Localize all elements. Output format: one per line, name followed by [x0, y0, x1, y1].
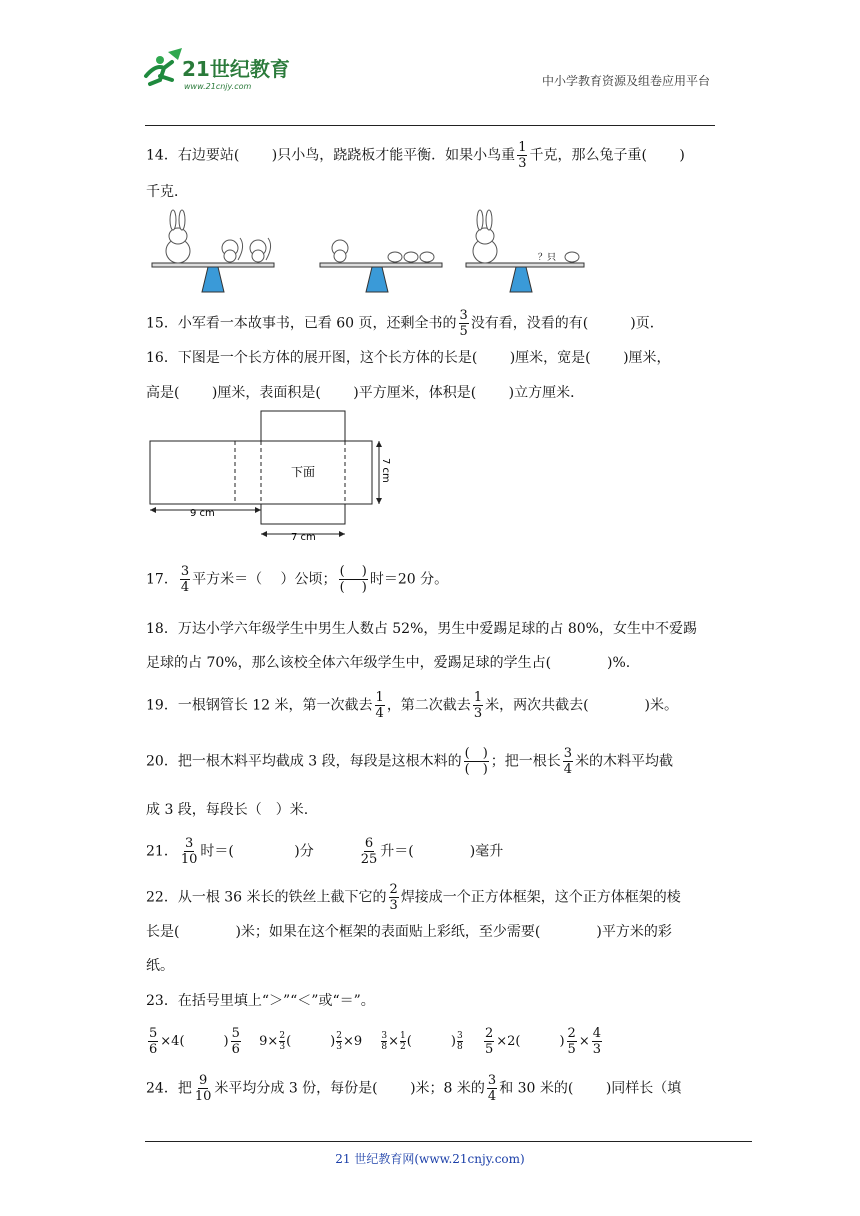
question-18-line2: 足球的占 70%，那么该校全体六年级学生中，爱踢足球的学生占( )%.	[146, 655, 631, 671]
question-21: 21． $\frac{3}{10}$ 时＝( )分 $\frac{6}{25}$ 升＝( )毫升	[146, 836, 504, 867]
rabbit-icon	[473, 210, 497, 263]
seesaw-2	[320, 240, 442, 292]
question-20: 20．把一根木料平均截成 3 段，每段是这根木料的 $\frac{( )}{( )}$ ；把一根长 $\frac{3}{4}$ 米的木料平均截	[146, 746, 674, 777]
question-18-line1: 18．万达小学六年级学生中男生人数占 52%，男生中爱踢足球的占 80%，女生中不爱踢	[146, 621, 697, 637]
seesaw-1	[152, 210, 274, 292]
net-label-bottom: 下面	[291, 465, 316, 479]
seesaw-3	[466, 210, 584, 292]
question-22-line3: 纸。	[146, 958, 174, 974]
squirrel-icon	[250, 238, 271, 262]
logo-text: 21世纪教育	[182, 57, 290, 81]
bird-icon	[565, 252, 579, 262]
footer-text[interactable]: 21 世纪教育网(www.21cnjy.com)	[335, 1152, 525, 1166]
q14-fraction: $\frac{1}{3}$	[518, 140, 527, 171]
q14-text-3: 千克．	[146, 184, 188, 200]
runner-logo-icon	[138, 46, 308, 94]
unknown-birds-label: ？只	[538, 253, 557, 263]
q17-blank-fraction[interactable]: $\frac{( )}{( )}$	[339, 564, 367, 595]
question-24: 24．把 $\frac{9}{10}$ 米平均分成 3 份，每份是( )米；8 米的 $\frac{3}{4}$ 和 30 米的( )同样长（填	[146, 1073, 682, 1104]
site-logo	[138, 46, 308, 94]
logo-url: www.21cnjy.com	[184, 82, 252, 91]
header-divider	[145, 125, 715, 126]
bird-icon	[404, 252, 418, 262]
dim-7cm-right: 7 cm	[380, 458, 391, 483]
question-17: 17． $\frac{3}{4}$ 平方米＝（ ）公顷； $\frac{( )}{( )}$ 时＝20 分。	[146, 564, 449, 595]
question-23-items: $\frac{5}{6}$ ×4( ) $\frac{5}{6}$ 9× $\frac{2}{3}$ ( ) $\frac{2}{3}$ ×9 $\frac{3}{8}$ × $\frac{1}{2}$ ( ) $\frac{3}{8}$ $\frac{2}{5}$ ×2( ) $\frac{2}{5}$ × $\frac{4}{3}$	[149, 1026, 602, 1057]
question-16-line2: 高是( )厘米，表面积是( )平方厘米，体积是( )立方厘米．	[146, 385, 585, 401]
question-22: 22．从一根 36 米长的铁丝上截下它的 $\frac{2}{3}$ 焊接成一个正方体框架，这个正方体框架的棱	[146, 882, 681, 913]
bird-icon	[388, 252, 402, 262]
question-19: 19．一根钢管长 12 米，第一次截去 $\frac{1}{4}$ ，第二次截去 $\frac{1}{3}$ 米，两次共截去( )米。	[146, 690, 679, 721]
cuboid-net-figure	[145, 408, 395, 548]
question-20-line2: 成 3 段，每段长（ ）米.	[146, 802, 309, 818]
footer-divider	[145, 1141, 752, 1142]
question-22-line2: 长是( )米；如果在这个框架的表面贴上彩纸，至少需要( )平方米的彩	[146, 924, 672, 940]
question-23-line1: 23．在括号里填上“＞”“＜”或“＝”。	[146, 993, 375, 1009]
question-15: 15．小军看一本故事书，已看 60 页，还剩全书的 $\frac{3}{5}$ 没有看，没看的有( )页．	[146, 308, 664, 339]
q15-fraction: $\frac{3}{5}$	[459, 308, 468, 339]
dim-7cm-bottom: 7 cm	[291, 532, 316, 543]
q14-text-1: 14．右边要站( )只小鸟，跷跷板才能平衡．如果小鸟重	[146, 147, 516, 164]
dim-9cm: 9 cm	[190, 508, 215, 519]
q20-blank-fraction[interactable]: $\frac{( )}{( )}$	[464, 746, 488, 777]
q14-text-2: 千克，那么兔子重( )	[529, 147, 685, 164]
question-14	[146, 140, 685, 171]
question-16-line1: 16．下图是一个长方体的展开图，这个长方体的长是( )厘米，宽是( )厘米，	[146, 350, 671, 366]
squirrel-icon	[222, 238, 243, 262]
seesaw-figure	[150, 206, 590, 296]
bird-icon	[420, 252, 434, 262]
rabbit-icon	[166, 210, 190, 263]
site-title: 中小学教育资源及组卷应用平台	[541, 74, 710, 88]
squirrel-icon	[332, 240, 348, 262]
